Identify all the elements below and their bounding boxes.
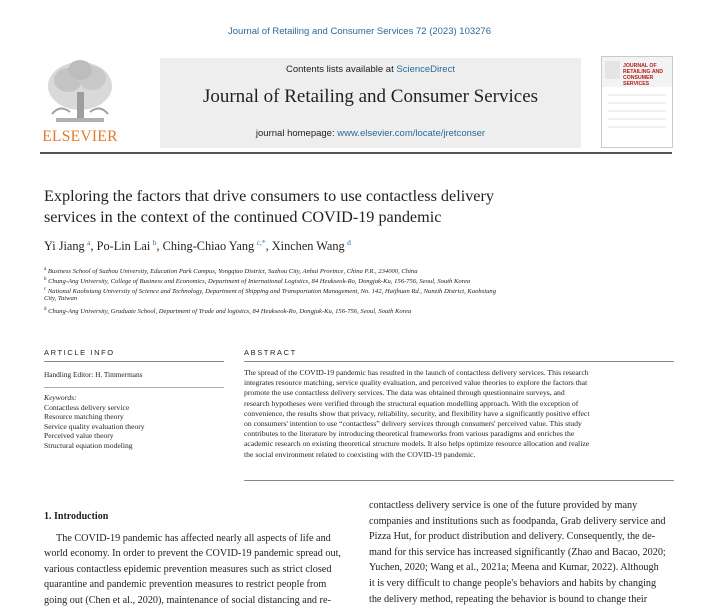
body-line: Pizza Hut, for product distribution and delivery. Consequently, the de- [369, 531, 656, 543]
author-affil-mark[interactable]: b [152, 238, 157, 247]
keywords-rule [44, 387, 224, 388]
left-column-text [44, 531, 355, 547]
cover-title: JOURNAL OF RETAILING AND CONSUMER SERVICES [623, 63, 664, 87]
elsevier-wordmark: ELSEVIER [42, 128, 118, 145]
cover-logo-icon [605, 61, 620, 79]
body-line: the delivery method, repeating the behavior is bound to change their [369, 593, 648, 605]
header-rule [40, 152, 672, 154]
affiliation-mark: a [44, 267, 47, 272]
author-name[interactable]: Yi Jiang [44, 239, 85, 254]
abstract-heading: ABSTRACT [244, 348, 297, 357]
abstract-line: convenience, the results show that privacy, reliability, security, and flexibility have a significantly positive effect [244, 408, 590, 418]
article-title-line: Exploring the factors that drive consumers to use contactless delivery [44, 187, 494, 205]
affiliation-text: Chung-Ang University, Graduate School, Department of Trade and logistics, 84 Heukseok-Ro, Dongjak-Ku, 156-756, Seoul, South Korea [48, 308, 412, 316]
article-info-rule [44, 361, 224, 362]
body-line: various contactless epidemic prevention measures such as strict closed [44, 563, 332, 575]
abstract-line: contributes to the literature by introducing theoretical frameworks from various paradigms and enriches the [244, 429, 575, 439]
section-heading-introduction: 1. Introduction [44, 511, 109, 522]
affiliation-text: National Kaohsiung University of Science and Technology, Department of Shipping and Transportation Management, No. 142, Haijhuan Rd., Nanzih District, Kaohsiung [47, 288, 497, 296]
author-name[interactable]: Ching-Chiao Yang [162, 239, 255, 254]
journal-cover-thumbnail[interactable] [601, 56, 673, 148]
contents-line [160, 64, 581, 75]
abstract-line: academic research on existing theoretical structure models. It also helps optimize resource allocation and realize [244, 439, 590, 449]
contents-prefix: Contents lists available at [286, 64, 397, 75]
affiliation-mark: c [44, 287, 47, 292]
affiliation-mark: d [44, 307, 47, 312]
affiliation-mark: b [44, 277, 47, 282]
body-line: contactless delivery service is one of the future provided by many [369, 500, 638, 511]
abstract-line: on consumers' intention to use “contactless” delivery services through consumers' perceived value. This study [244, 419, 582, 429]
affiliation [44, 306, 669, 317]
body-line: quarantine and pandemic prevention measures to restrict people from [44, 579, 327, 591]
article-info-heading: ARTICLE INFO [44, 348, 115, 357]
article-title-line: services in the context of the continued COVID-19 pandemic [44, 208, 442, 226]
body-line: going out (Chen et al., 2020), maintenance of social distancing and re- [44, 594, 331, 606]
affiliation-text: Chung-Ang University, College of Business and Economics, Department of International Logistics, 84 Heukseok-Ro, Dongjak-Ku, 156-756, Seoul, South Korea [48, 278, 471, 286]
author-name[interactable]: Po-Lin Lai [96, 239, 151, 254]
body-line: mand for this service has increased significantly (Zhao and Bacao, 2020; [369, 546, 666, 558]
body-line: companies and institutions such as foodpanda, Grab delivery service and [369, 515, 666, 527]
journal-title: Journal of Retailing and Consumer Services [202, 86, 539, 107]
keyword-item: Resource matching theory [44, 412, 124, 422]
affiliation-text: Business School of Suzhou University, Education Park Campus, Yongqiao District, Suzhou City, Anhui Province, China P.R., 234000, China [47, 268, 418, 276]
article-title [44, 186, 654, 228]
body-line: world economy. In order to prevent the COVID-19 pandemic spread out, [44, 548, 341, 559]
author-list: Yi Jiang $^a$, Po-Lin Lai $^b$, Ching-Chiao Yang $^{c,*}$, Xinchen Wang $^d$ [44, 238, 351, 254]
affiliation-text: City, Taiwan [44, 295, 78, 302]
author-affil-mark[interactable]: a [87, 238, 91, 247]
abstract-line: research hypotheses were verified through the structural equation modelling approach. With the exception of [244, 398, 579, 408]
homepage-link[interactable]: www.elsevier.com/locate/jretconser [337, 128, 486, 139]
keywords-block [44, 393, 224, 451]
right-column-text [369, 498, 674, 607]
keyword-item: Perceived value theory [44, 431, 114, 441]
author-affil-mark[interactable]: c,* [256, 238, 266, 247]
abstract-line: the social environment related to coexisting with the COVID-19 pandemic. [244, 449, 476, 459]
body-line: Yuchen, 2020; Wang et al., 2021a; Meena and Kumar, 2022). Although [369, 562, 659, 574]
abstract-line: The spread of the COVID-19 pandemic has resulted in the launch of contactless delivery services. This research [244, 368, 589, 377]
keyword-item: Service quality evaluation theory [44, 421, 145, 431]
author-affil-mark[interactable]: d [347, 238, 351, 247]
handling-editor: Handling Editor: H. Timmermans [44, 370, 143, 379]
abstract-line: promote the use contactless delivery services. The data was obtained through questionnaire surveys, and [244, 388, 565, 398]
homepage-prefix: journal homepage: [255, 128, 338, 139]
author-name[interactable]: Xinchen Wang [271, 239, 345, 254]
keyword-item: Contactless delivery service [44, 402, 130, 412]
body-line: it is very difficult to change people's behaviors and habits by changing [369, 577, 657, 589]
journal-citation[interactable]: Journal of Retailing and Consumer Services 72 (2023) 103276 [228, 26, 491, 37]
abstract-text [244, 368, 674, 460]
affiliation [44, 295, 669, 304]
abstract-rule [244, 361, 674, 362]
keywords-label: Keywords: [44, 393, 77, 402]
homepage-line [160, 128, 581, 139]
left-column-text [44, 546, 355, 608]
abstract-line: integrates resource matching, service quality evaluation, and perceived value theories to explore the factors that [244, 378, 588, 388]
body-line: The COVID-19 pandemic has affected nearly all aspects of life and [56, 533, 331, 544]
sciencedirect-link[interactable]: ScienceDirect [396, 64, 455, 75]
keyword-item: Structural equation modeling [44, 440, 133, 450]
abstract-bottom-rule [244, 480, 674, 481]
